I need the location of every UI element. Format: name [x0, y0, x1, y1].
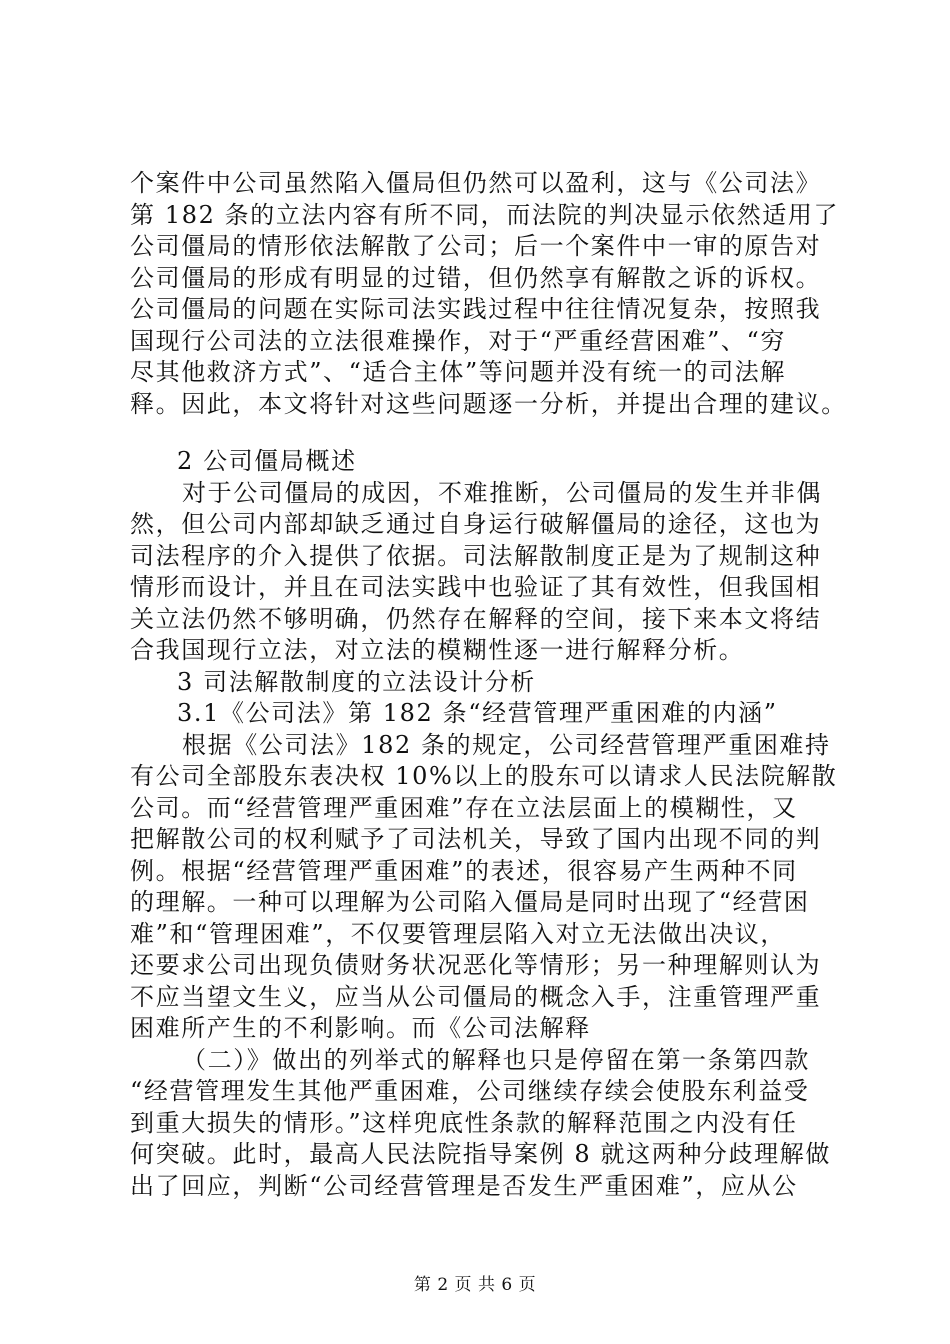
paragraph-line: 合我国现行立法，对立法的模糊性逐一进行解释分析。 [130, 636, 745, 664]
paragraph-2 [130, 478, 830, 667]
paragraph-line: 司法程序的介入提供了依据。司法解散制度正是为了规制这种 [130, 541, 822, 570]
paragraph-line: 公司僵局的问题在实际司法实践过程中往往情况复杂，按照我 [130, 295, 822, 323]
paragraph-line: 对于公司僵局的成因，不难推断，公司僵局的发生并非偶 [182, 478, 822, 507]
paragraph-line: 关立法仍然不够明确，仍然存在解释的空间，接下来本文将结 [130, 604, 822, 633]
subsection-heading-3-1: 3.1《公司法》第 182 条“经营管理严重困难的内涵” [177, 699, 778, 727]
paragraph-line: 个案件中公司虽然陷入僵局但仍然可以盈利，这与《公司法》 [130, 169, 822, 197]
paragraph-line: 情形而设计，并且在司法实践中也验证了其有效性，但我国相 [130, 573, 822, 601]
paragraph-line: 出了回应，判断“公司经营管理是否发生严重困难”，应从公 [130, 1171, 798, 1200]
paragraph-line: 尽其他救济方式”、“适合主体”等问题并没有统一的司法解 [130, 358, 787, 386]
paragraph-line: 第 182 条的立法内容有所不同，而法院的判决显示依然适用了 [130, 200, 840, 229]
document-body [130, 168, 847, 1202]
paragraph-4 [130, 1045, 830, 1203]
paragraph-line: 例。根据“经营管理严重困难”的表述，很容易产生两种不同 [130, 856, 798, 885]
paragraph-spacer [130, 420, 830, 446]
section-heading-2: 2 公司僵局概述 [177, 447, 357, 475]
paragraph-line: 把解散公司的权利赋予了司法机关，导致了国内出现不同的判 [130, 825, 822, 853]
paragraph-line: 难”和“管理困难”，不仅要管理层陷入对立无法做出决议， [130, 919, 787, 948]
paragraph-line: 国现行公司法的立法很难操作，对于“严重经营困难”、“穷 [130, 326, 787, 355]
paragraph-line: 释。因此，本文将针对这些问题逐一分析，并提出合理的建议。 [130, 389, 847, 418]
paragraph-line: 不应当望文生义，应当从公司僵局的概念入手，注重管理严重 [130, 982, 822, 1011]
paragraph-line: 公司僵局的情形依法解散了公司；后一个案件中一审的原告对 [130, 232, 822, 260]
section-heading-3: 3 司法解散制度的立法设计分析 [177, 667, 536, 696]
paragraph-line: 何突破。此时，最高人民法院指导案例 8 就这两种分歧理解做 [130, 1140, 831, 1168]
paragraph-3 [130, 730, 838, 1045]
paragraph-line: 然，但公司内部却缺乏通过自身运行破解僵局的途径，这也为 [130, 510, 822, 538]
paragraph-line: 有公司全部股东表决权 10%以上的股东可以请求人民法院解散 [130, 762, 838, 790]
paragraph-line: 的理解。一种可以理解为公司陷入僵局是同时出现了“经营困 [130, 888, 810, 916]
page-number: 第 2 页 共 6 页 [413, 1275, 537, 1295]
paragraph-line: 到重大损失的情形。”这样兜底性条款的解释范围之内没有任 [130, 1108, 798, 1137]
paragraph-line: 根据《公司法》182 条的规定，公司经营管理严重困难持 [182, 730, 831, 759]
paragraph-line: 还要求公司出现负债财务状况恶化等情形；另一种理解则认为 [130, 951, 822, 979]
paragraph-1 [130, 168, 847, 420]
paragraph-line: 公司僵局的形成有明显的过错，但仍然享有解散之诉的诉权。 [130, 263, 822, 292]
paragraph-line: （二）》做出的列举式的解释也只是停留在第一条第四款 [182, 1045, 810, 1074]
paragraph-line: 公司。而“经营管理严重困难”存在立法层面上的模糊性，又 [130, 793, 798, 822]
paragraph-line: 困难所产生的不利影响。而《公司法解释 [130, 1014, 591, 1042]
paragraph-line: “经营管理发生其他严重困难，公司继续存续会使股东利益受 [130, 1077, 810, 1105]
